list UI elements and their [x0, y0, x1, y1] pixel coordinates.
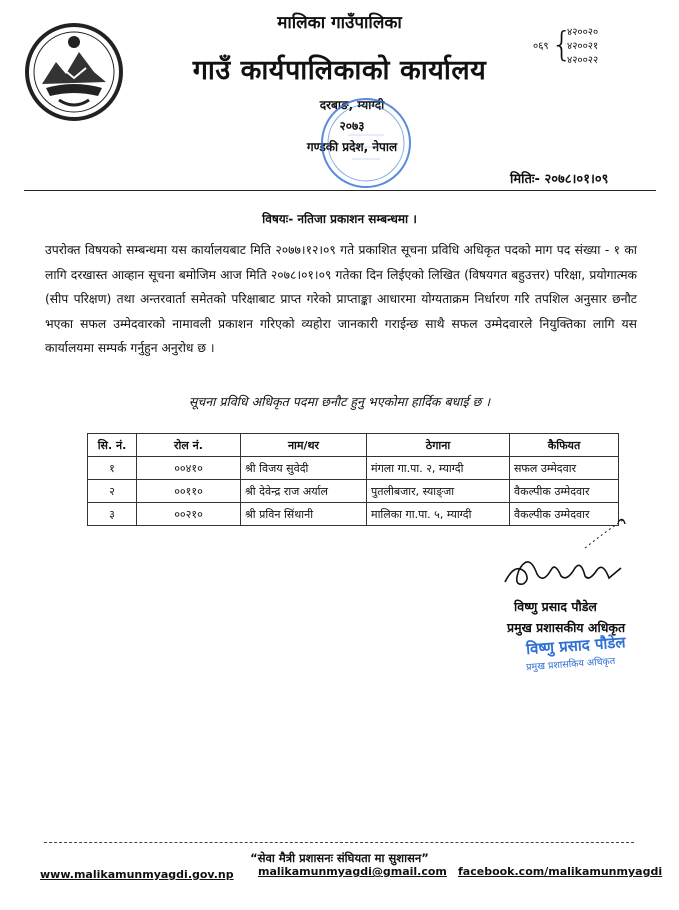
body-paragraph: उपरोक्त विषयको सम्बन्धमा यस कार्यालयबाट मिति २०७७।१२।०९ गते प्रकाशित सूचना प्रविधि अधिकृत पदको माग पद संख्या - १ का लागि दरखास्त आव्हान सूचना बमोजिम आज मिति २०७८।०१।०९ गतेका दिन लिईएको लिखित (विषयगत बहुउत्तर) परिक्षा, प्रयोगात्मक (सीप परिक्षण) तथा अन्तरवार्ता समेतको परिक्षाबाट प्राप्त गरेको प्राप्ताङ्का आधारमा योग्यताक्रम निर्धारण गरि तपशिल अनुसार छनौट भएका सफल उम्मेदवारको नामावली प्रकाशन गरिएको व्यहोरा जानकारी गराईन्छ साथै सफल उम्मेदवारले नियुक्तिका लागि यस कार्यालयमा सम्पर्क गर्नुहुन अनुरोध छ । — [45, 243, 637, 355]
stamp-name: विष्णु प्रसाद पौडेल — [525, 633, 627, 659]
footer-slogan: “सेवा मैत्री प्रशासनः संघियता मा सुशासन” — [250, 851, 429, 865]
table-cell: २ — [88, 480, 137, 503]
office-stamp — [318, 95, 414, 191]
signatory-title: प्रमुख प्रशासकीय अधिकृत — [507, 620, 626, 635]
letter-date: मितिः- २०७८।०१।०९ — [510, 172, 609, 187]
table-cell: ००२१० — [137, 503, 241, 526]
website-link[interactable]: www.malikamunmyagdi.gov.np — [40, 868, 234, 881]
table-cell: ००४१० — [137, 457, 241, 480]
column-header: सि. नं. — [88, 434, 137, 457]
phone-number: ४२००२० — [567, 27, 599, 38]
column-header: रोल नं. — [137, 434, 241, 457]
facebook-link[interactable]: facebook.com/malikamunmyagdi — [458, 865, 663, 878]
signatory-name: विष्णु प्रसाद पौडेल — [514, 599, 597, 614]
table-cell: मंगला गा.पा. २, म्याग्दी — [367, 457, 510, 480]
congratulations-line: सूचना प्रविधि अधिकृत पदमा छनौट हुनु भएकोमा हार्दिक बधाई छ । — [188, 394, 491, 409]
table-cell: ३ — [88, 503, 137, 526]
header-divider — [24, 190, 656, 191]
table-row — [88, 457, 619, 480]
email-link[interactable]: malikamunmyagdi@gmail.com — [258, 865, 447, 878]
address-line: गण्डकी प्रदेश, नेपाल — [306, 140, 398, 154]
municipality-name: मालिका गाउँपालिका — [277, 13, 402, 33]
table-cell: श्री प्रविन सिंथानी — [241, 503, 367, 526]
office-title: गाउँ कार्यपालिकाको कार्यालय — [192, 55, 487, 86]
table-cell: सफल उम्मेदवार — [510, 457, 619, 480]
stamp-title: प्रमुख प्रशासकिय अधिकृत — [525, 655, 616, 674]
column-header: ठेगाना — [367, 434, 510, 457]
table-header-row — [88, 434, 619, 457]
column-header: कैफियत — [510, 434, 619, 457]
subject-line: विषयः- नतिजा प्रकाशन सम्बन्धमा । — [262, 212, 417, 226]
phone-number: ४२००२२ — [567, 55, 599, 66]
phone-numbers — [533, 25, 599, 68]
phone-prefix: ०६९ — [533, 41, 549, 52]
phone-number: ४२००२१ — [567, 41, 599, 52]
signatory-stamp — [526, 635, 644, 673]
brace-icon: { — [551, 25, 573, 65]
table-cell: श्री विजय सुवेदी — [241, 457, 367, 480]
table-cell: मालिका गा.पा. ५, म्याग्दी — [367, 503, 510, 526]
footer-divider — [44, 842, 634, 843]
address-line: २०७३ — [339, 119, 365, 133]
table-row — [88, 480, 619, 503]
table-cell: वैकल्पीक उम्मेदवार — [510, 503, 619, 526]
address-line: दरबाङ, म्याग्दी — [319, 98, 385, 112]
table-cell: ००११० — [137, 480, 241, 503]
table-cell: १ — [88, 457, 137, 480]
handwritten-signature — [485, 512, 635, 592]
column-header: नाम/थर — [241, 434, 367, 457]
table-cell: पुतलीबजार, स्याङ्जा — [367, 480, 510, 503]
table-cell: वैकल्पीक उम्मेदवार — [510, 480, 619, 503]
table-cell: श्री देवेन्द्र राज अर्याल — [241, 480, 367, 503]
